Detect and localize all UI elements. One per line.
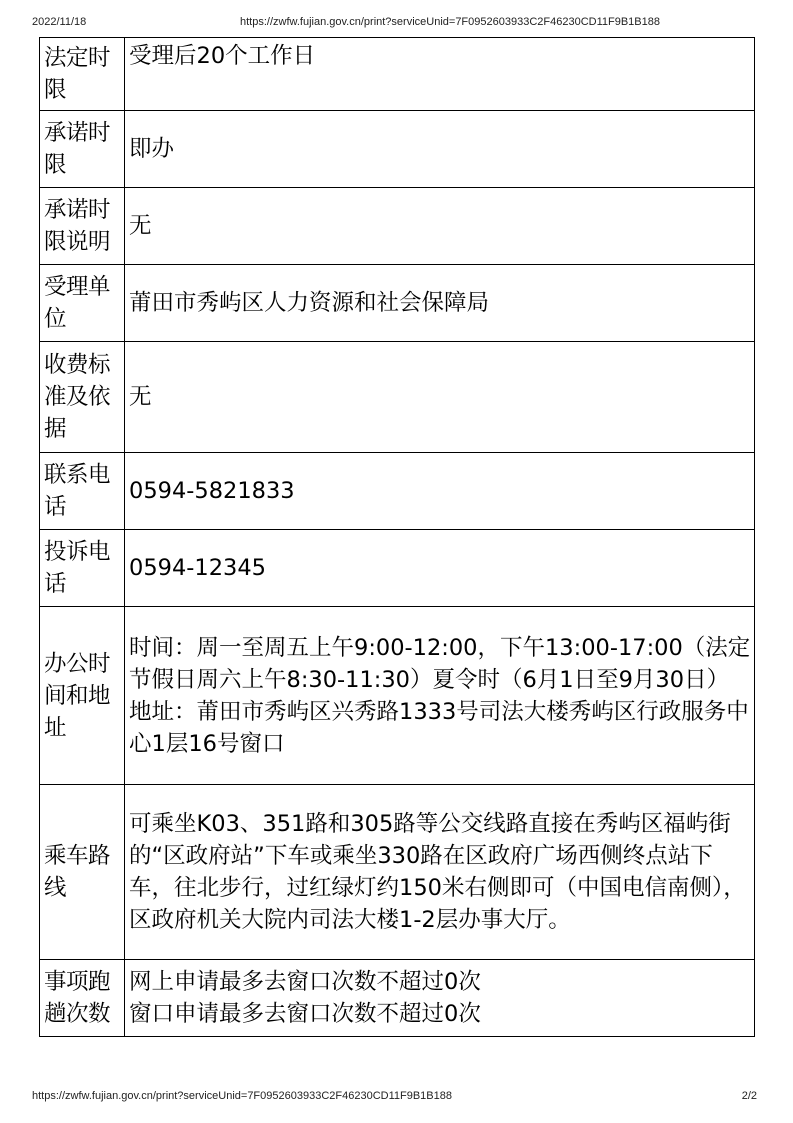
page-number: 2/2	[741, 1090, 757, 1102]
row-value-visit-count	[125, 960, 755, 1037]
row-value-handling-unit: 莆田市秀屿区人力资源和社会保障局	[125, 265, 755, 342]
row-value-office-hours-address	[125, 607, 755, 785]
row-label-visit-count: 事项跑趟次数	[40, 960, 125, 1037]
footer-url: https://zwfw.fujian.gov.cn/print?serviceUnid=7F0952603933C2F46230CD11F9B1B188	[32, 1090, 452, 1102]
row-label-contact-phone: 联系电话	[40, 453, 125, 530]
print-url: https://zwfw.fujian.gov.cn/print?serviceUnid=7F0952603933C2F46230CD11F9B1B188	[240, 16, 660, 28]
row-label-fee-standard: 收费标准及依据	[40, 342, 125, 453]
table-row	[40, 111, 755, 188]
print-date: 2022/11/18	[32, 16, 87, 28]
row-value-transit-route: 可乘坐K03、351路和305路等公交线路直接在秀屿区福屿街的“区政府站”下车或乘坐330路在区政府广场西侧终点站下车，往北步行，过红绿灯约150米右侧即可（中国电信南侧），区政府机关大院内司法大楼1-2层办事大厅。	[125, 785, 755, 960]
window-visit-count: 窗口申请最多去窗口次数不超过0次	[129, 1001, 481, 1027]
table-row	[40, 265, 755, 342]
print-header	[0, 16, 793, 32]
table-row	[40, 785, 755, 960]
table-row	[40, 342, 755, 453]
row-value-complaint-phone: 0594-12345	[125, 530, 755, 607]
table-row	[40, 530, 755, 607]
table-row	[40, 607, 755, 785]
row-value-fee-standard: 无	[125, 342, 755, 453]
office-hours-text: 时间：周一至周五上午9:00-12:00，下午13:00-17:00（法定节假日周六上午8:30-11:30）夏令时（6月1日至9月30日）	[129, 634, 751, 693]
service-info-table	[39, 37, 755, 1037]
row-value-promised-time-note: 无	[125, 188, 755, 265]
row-label-handling-unit: 受理单位	[40, 265, 125, 342]
row-value-legal-time-limit: 受理后20个工作日	[125, 38, 755, 111]
print-footer	[0, 1090, 793, 1106]
table-row	[40, 38, 755, 111]
row-label-office-hours-address: 办公时间和地址	[40, 607, 125, 785]
row-label-promised-time-limit: 承诺时限	[40, 111, 125, 188]
table-row	[40, 960, 755, 1037]
row-label-legal-time-limit: 法定时限	[40, 38, 125, 111]
row-label-complaint-phone: 投诉电话	[40, 530, 125, 607]
office-address-text: 地址：莆田市秀屿区兴秀路1333号司法大楼秀屿区行政服务中心1层16号窗口	[129, 698, 749, 757]
table-row	[40, 188, 755, 265]
table-row	[40, 453, 755, 530]
row-value-contact-phone: 0594-5821833	[125, 453, 755, 530]
row-value-promised-time-limit: 即办	[125, 111, 755, 188]
online-visit-count: 网上申请最多去窗口次数不超过0次	[129, 969, 481, 995]
row-label-promised-time-note: 承诺时限说明	[40, 188, 125, 265]
row-label-transit-route: 乘车路线	[40, 785, 125, 960]
